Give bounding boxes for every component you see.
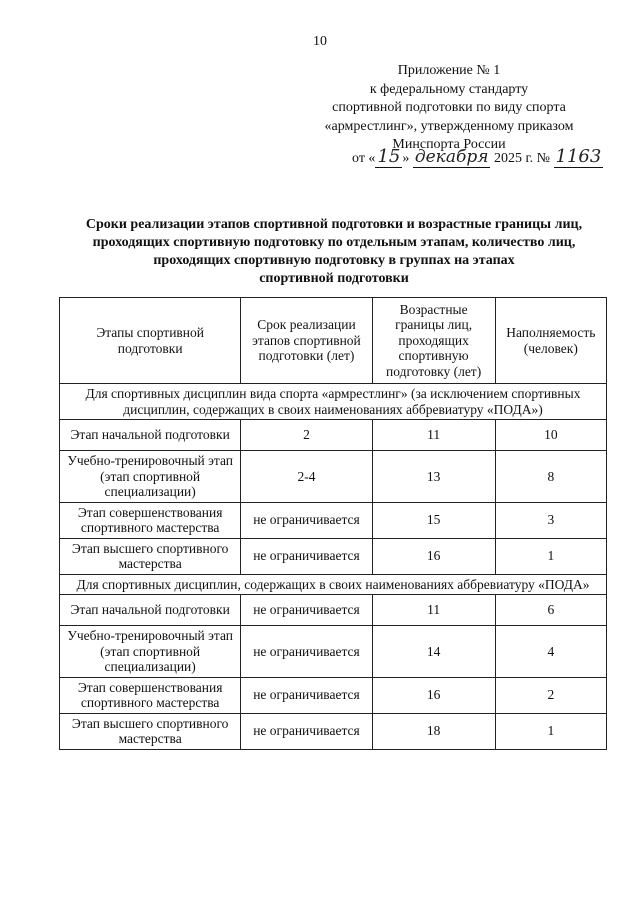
table-row <box>60 713 607 749</box>
occupancy-cell: 1 <box>495 538 606 574</box>
duration-cell: 2 <box>241 420 372 451</box>
table-row <box>60 538 607 574</box>
header-age-limits: Возрастные границы лиц, проходящих спортивную подготовку (лет) <box>372 298 495 384</box>
age-cell: 13 <box>372 451 495 503</box>
occupancy-cell: 8 <box>495 451 606 503</box>
duration-cell: не ограничивается <box>241 713 372 749</box>
section-title: Для спортивных дисциплин вида спорта «армрестлинг» (за исключением спортивных дисциплин, содержащих в своих наименованиях аббревиатуру «ПОДА») <box>60 384 607 420</box>
order-year: 2025 г. № <box>490 151 554 166</box>
stage-cell: Этап начальной подготовки <box>60 595 241 626</box>
age-cell: 16 <box>372 677 495 713</box>
page-number: 10 <box>313 34 327 49</box>
stage-cell: Этап совершенствования спортивного мастерства <box>60 677 241 713</box>
title-line: спортивной подготовки <box>259 271 409 286</box>
stage-cell: Учебно-тренировочный этап (этап спортивной специализации) <box>60 626 241 678</box>
header-occupancy: Наполняемость (человек) <box>495 298 606 384</box>
age-cell: 11 <box>372 595 495 626</box>
table-row <box>60 595 607 626</box>
order-prefix: от « <box>352 151 376 166</box>
stage-cell: Этап высшего спортивного мастерства <box>60 538 241 574</box>
duration-cell: не ограничивается <box>241 502 372 538</box>
appendix-block <box>324 62 574 155</box>
title-line: проходящих спортивную подготовку в группах на этапах <box>153 253 515 268</box>
table-header-row <box>60 298 607 384</box>
occupancy-cell: 1 <box>495 713 606 749</box>
order-month: декабря <box>414 147 489 167</box>
appendix-line: «армрестлинг», утвержденному приказом <box>324 118 574 134</box>
stage-cell: Этап совершенствования спортивного мастерства <box>60 502 241 538</box>
order-day: 15 <box>377 146 401 167</box>
appendix-line: Приложение № 1 <box>397 63 501 78</box>
title-line: проходящих спортивную подготовку по отдельным этапам, количество лиц, <box>92 235 576 250</box>
table-row <box>60 626 607 678</box>
age-cell: 14 <box>372 626 495 678</box>
age-cell: 15 <box>372 502 495 538</box>
duration-cell: не ограничивается <box>241 538 372 574</box>
duration-cell: 2-4 <box>241 451 372 503</box>
header-stages: Этапы спортивной подготовки <box>60 298 241 384</box>
occupancy-cell: 10 <box>495 420 606 451</box>
section-row <box>60 574 607 595</box>
duration-cell: не ограничивается <box>241 595 372 626</box>
occupancy-cell: 2 <box>495 677 606 713</box>
appendix-line: к федеральному стандарту <box>369 81 529 97</box>
appendix-line: Минспорта России <box>392 137 506 152</box>
document-title <box>60 216 608 288</box>
sport-stages-table <box>59 297 607 750</box>
section-title: Для спортивных дисциплин, содержащих в своих наименованиях аббревиатуру «ПОДА» <box>60 574 607 595</box>
stage-cell: Учебно-тренировочный этап (этап спортивной специализации) <box>60 451 241 503</box>
order-mid: » <box>402 151 413 166</box>
occupancy-cell: 4 <box>495 626 606 678</box>
age-cell: 18 <box>372 713 495 749</box>
table-row <box>60 677 607 713</box>
age-cell: 16 <box>372 538 495 574</box>
title-line: Сроки реализации этапов спортивной подготовки и возрастные границы лиц, <box>85 217 583 232</box>
occupancy-cell: 6 <box>495 595 606 626</box>
table-row <box>60 420 607 451</box>
order-date-line <box>352 146 632 168</box>
table-row <box>60 451 607 503</box>
stage-cell: Этап высшего спортивного мастерства <box>60 713 241 749</box>
order-number: 1163 <box>555 146 602 167</box>
header-duration: Срок реализации этапов спортивной подготовки (лет) <box>241 298 372 384</box>
section-row <box>60 384 607 420</box>
stage-cell: Этап начальной подготовки <box>60 420 241 451</box>
occupancy-cell: 3 <box>495 502 606 538</box>
appendix-line: спортивной подготовки по виду спорта <box>332 100 566 115</box>
duration-cell: не ограничивается <box>241 677 372 713</box>
age-cell: 11 <box>372 420 495 451</box>
duration-cell: не ограничивается <box>241 626 372 678</box>
table-row <box>60 502 607 538</box>
